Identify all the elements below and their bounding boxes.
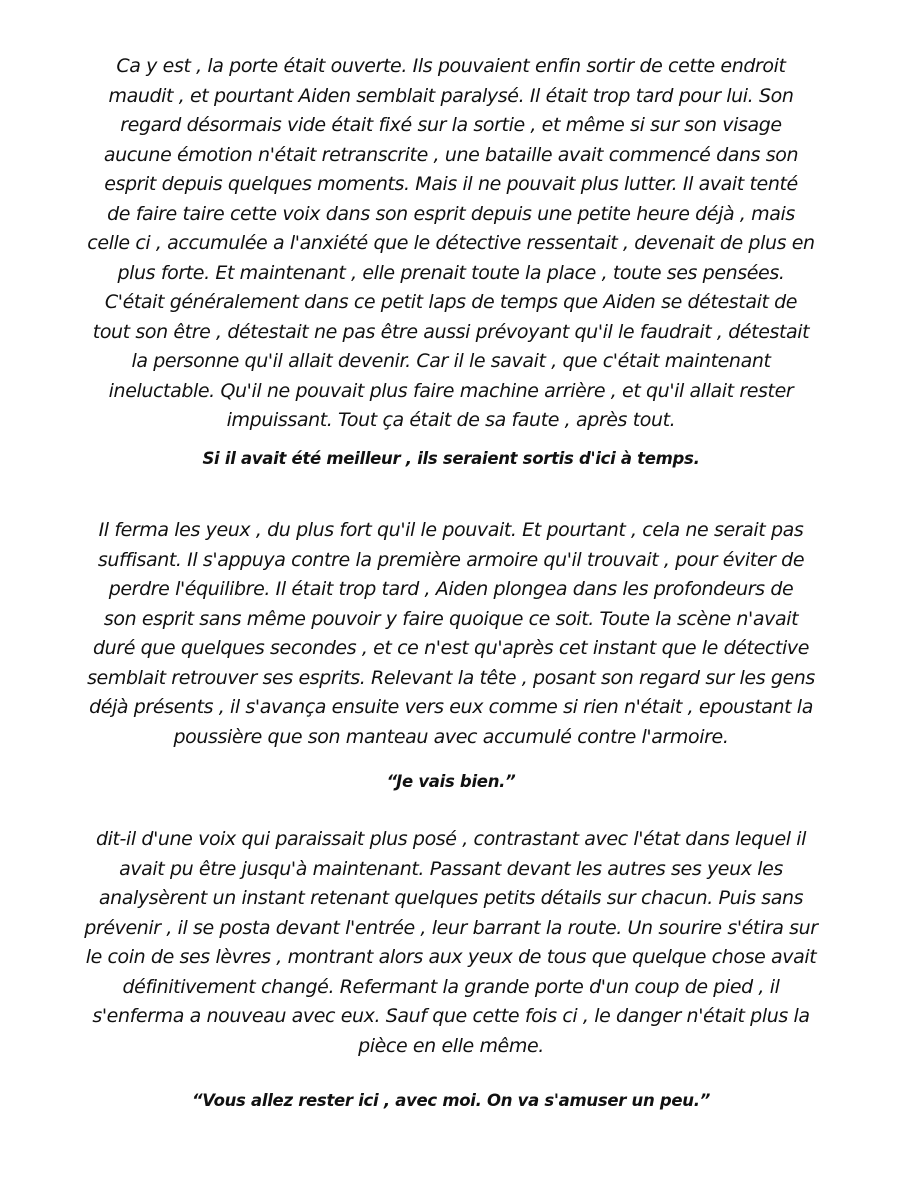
text-line: duré que quelques secondes , et ce n'est qu'après cet instant que le détective — [92, 637, 810, 659]
text-line: Il ferma les yeux , du plus fort qu'il le pouvait. Et pourtant , cela ne serait pas — [98, 519, 804, 541]
text-line: avait pu être jusqu'à maintenant. Passant devant les autres ses yeux les — [119, 857, 783, 880]
text-line: s'enferma a nouveau avec eux. Sauf que cette fois ci , le danger n'était plus la — [92, 1005, 810, 1027]
text-line: définitivement changé. Refermant la grande porte d'un coup de pied , il — [122, 975, 780, 998]
text-line: ineluctable. Qu'il ne pouvait plus faire machine arrière , et qu'il allait rester — [108, 379, 794, 402]
thought-line-block — [60, 444, 842, 474]
text-line: le coin de ses lèvres , montrant alors aux yeux de tous que quelque chose avait — [85, 946, 817, 968]
text-line: poussière que son manteau avec accumulé contre l'armoire. — [173, 725, 729, 748]
text-line: plus forte. Et maintenant , elle prenait toute la place , toute ses pensées. — [117, 261, 785, 284]
text-line: C'était généralement dans ce petit laps de temps que Aiden se détestait de — [104, 291, 798, 313]
text-line: suffisant. Il s'appuya contre la première armoire qu'il trouvait , pour éviter de — [97, 548, 805, 571]
text-line: regard désormais vide était fixé sur la sortie , et même si sur son visage — [120, 114, 782, 136]
final-quote-block — [60, 1086, 842, 1116]
text-line: maudit , et pourtant Aiden semblait paralysé. Il était trop tard pour lui. Son — [108, 84, 794, 107]
text-line: semblait retrouver ses esprits. Relevant la tête , posant son regard sur les gens — [87, 666, 815, 689]
text-line: pièce en elle même. — [358, 1034, 544, 1057]
text-line: dit-il d'une voix qui paraissait plus posé , contrastant avec l'état dans lequel il — [95, 828, 807, 850]
text-line: tout son être , détestait ne pas être aussi prévoyant qu'il le faudrait , détestait — [92, 320, 810, 343]
text-line: son esprit sans même pouvoir y faire quoique ce soit. Toute la scène n'avait — [103, 607, 799, 630]
paragraph-closing — [60, 825, 842, 1061]
paragraph-middle — [60, 516, 842, 752]
text-line: impuissant. Tout ça était de sa faute , après tout. — [226, 409, 676, 431]
text-line: analysèrent un instant retenant quelques petits détails sur chacun. Puis sans — [98, 887, 804, 909]
text-line: celle ci , accumulée a l'anxiété que le détective ressentait , devenait de plus en — [87, 232, 815, 254]
text-line: prévenir , il se posta devant l'entrée , leur barrant la route. Un sourire s'étira sur — [84, 916, 818, 939]
dialogue-quote: “Je vais bien.” — [386, 772, 516, 791]
text-line: déjà présents , il s'avança ensuite vers eux comme si rien n'était , epoustant la — [89, 696, 813, 718]
dialogue-quote-block — [60, 767, 842, 797]
text-line: Ca y est , la porte était ouverte. Ils pouvaient enfin sortir de cette endroit — [116, 55, 786, 77]
final-quote: “Vous allez rester ici , avec moi. On va s'amuser un peu.” — [191, 1091, 711, 1110]
text-line: de faire taire cette voix dans son esprit depuis une petite heure déjà , mais — [107, 202, 795, 225]
text-line: la personne qu'il allait devenir. Car il le savait , que c'était maintenant — [131, 350, 771, 372]
paragraph-opening — [60, 52, 842, 436]
thought-line: Si il avait été meilleur , ils seraient sortis d'ici à temps. — [202, 449, 700, 468]
text-line: aucune émotion n'était retranscrite , une bataille avait commencé dans son — [103, 143, 799, 166]
text-line: esprit depuis quelques moments. Mais il ne pouvait plus lutter. Il avait tenté — [104, 173, 798, 195]
text-line: perdre l'équilibre. Il était trop tard , Aiden plongea dans les profondeurs de — [108, 578, 794, 600]
